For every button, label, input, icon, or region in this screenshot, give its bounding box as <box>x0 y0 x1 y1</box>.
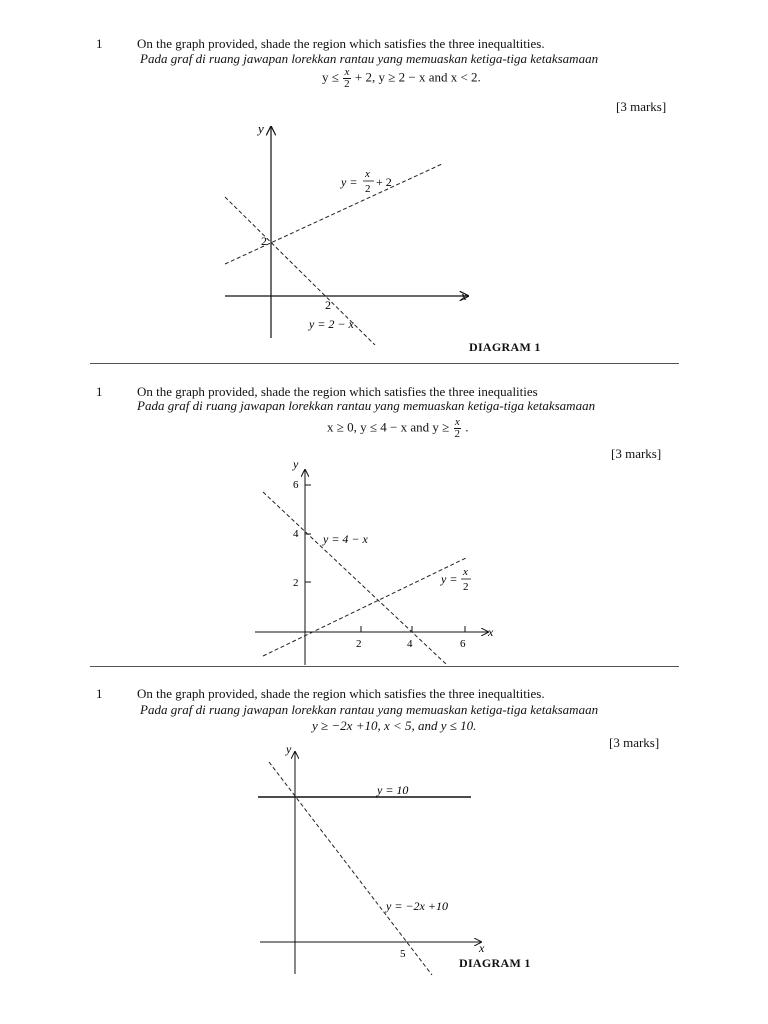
line1-frac-den: 2 <box>365 183 371 195</box>
y-tick-label: 2 <box>293 577 299 589</box>
diagram-label: DIAGRAM 1 <box>459 956 531 970</box>
tick-label-x: 2 <box>325 298 331 312</box>
y-axis-label: y <box>293 457 299 471</box>
question-text: On the graph provided, shade the region which satisfies the three inequaltities. <box>137 36 545 51</box>
marks-label: [3 marks] <box>616 99 667 114</box>
y-tick-label: 4 <box>293 528 299 540</box>
line1-label-rhs: + 2 <box>376 175 392 189</box>
x-axis-label: x <box>461 288 467 303</box>
y-axis-label: y <box>286 742 292 756</box>
graph-3 <box>255 740 490 980</box>
line2-frac-num: x <box>463 566 468 578</box>
question-number: 1 <box>96 686 103 701</box>
question-number: 1 <box>96 384 103 399</box>
inequalities: y ≥ −2x +10, x < 5, and y ≤ 10. <box>312 718 477 733</box>
line1-label: y = 4 − x <box>323 532 368 546</box>
diagram-label: DIAGRAM 1 <box>469 340 541 354</box>
question-text-malay: Pada graf di ruang jawapan lorekkan rantau yang memuaskan ketiga-tiga ketaksamaan <box>137 398 596 413</box>
fraction: $\frac{x}{2}$ <box>454 416 461 440</box>
marks-label: [3 marks] <box>609 735 660 750</box>
divider <box>90 363 679 364</box>
x-tick-label: 5 <box>400 948 406 960</box>
line-y-x-over-2 <box>263 557 468 656</box>
marks-label: [3 marks] <box>611 446 662 461</box>
question-text-malay: Pada graf di ruang jawapan lorekkan rantau yang memuaskan ketiga-tiga ketaksamaan <box>140 51 599 66</box>
line2-frac-den: 2 <box>463 581 469 593</box>
line2-label: y = 2 − x <box>309 317 354 331</box>
graph-2 <box>255 455 500 665</box>
x-tick-label: 4 <box>407 638 413 650</box>
divider <box>90 666 679 667</box>
x-tick-label: 2 <box>356 638 362 650</box>
inequalities <box>327 417 469 440</box>
line-y-4-minus-x <box>263 492 446 664</box>
question-text: On the graph provided, shade the region which satisfies the three inequalities <box>137 384 538 399</box>
question-number: 1 <box>96 36 103 51</box>
inequality-part: + 2, y ≥ 2 − x and x < 2. <box>354 69 481 85</box>
inequalities <box>322 67 481 90</box>
line-y-x-over-2-plus-2 <box>225 164 442 264</box>
line1-label: y = 10 <box>377 783 409 797</box>
y-tick-label: 6 <box>293 479 299 491</box>
inequality-part: x ≥ 0, y ≤ 4 − x and y ≥ <box>327 419 450 435</box>
y-axis-label: y <box>258 121 264 136</box>
question-text-malay: Pada graf di ruang jawapan lorekkan rantau yang memuaskan ketiga-tiga ketaksamaan <box>140 702 599 717</box>
line2-label-lhs: y = <box>441 572 458 586</box>
inequality-part: y ≤ <box>322 69 339 85</box>
graph-1 <box>210 115 480 345</box>
x-axis-label: x <box>488 625 494 639</box>
line1-frac-num: x <box>365 168 370 180</box>
line2-label: y = −2x +10 <box>386 899 448 913</box>
inequality-part: . <box>465 419 469 435</box>
tick-label-y: 2 <box>261 234 267 248</box>
x-tick-label: 6 <box>460 638 466 650</box>
line1-label-lhs: y = <box>341 175 358 189</box>
x-axis-label: x <box>479 941 485 955</box>
question-text: On the graph provided, shade the region which satisfies the three inequaltities. <box>137 686 545 701</box>
fraction: $\frac{x}{2}$ <box>344 66 350 90</box>
